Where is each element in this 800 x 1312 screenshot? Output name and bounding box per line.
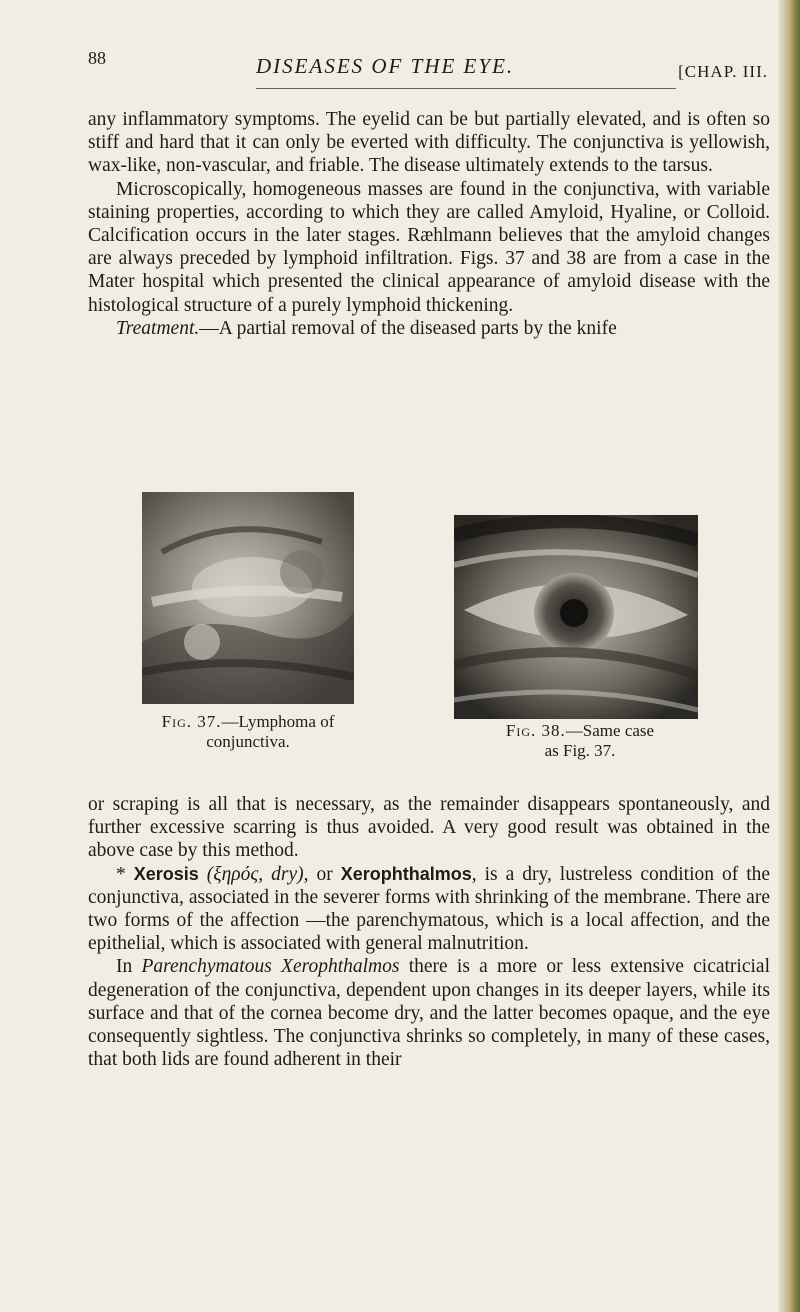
treatment-text: —A partial removal of the diseased parts by the knife	[199, 317, 617, 339]
figure-37	[118, 492, 378, 757]
figure-38-caption	[440, 721, 720, 761]
figure-37-caption	[118, 712, 378, 752]
asterisk: *	[116, 863, 134, 885]
figure-38-photo	[454, 515, 698, 719]
parenchymatous-paragraph	[88, 955, 770, 1071]
chapter-label: [CHAP. III.	[678, 62, 768, 81]
page-number: 88	[88, 48, 106, 68]
figure-38-caption-line1: —Same case	[565, 721, 655, 740]
figure-37-photo	[142, 492, 354, 704]
term-xerosis: Xerosis	[133, 863, 199, 884]
running-title: DISEASES OF THE EYE.	[256, 54, 515, 78]
page-edge	[778, 0, 800, 1312]
body-text-top	[88, 108, 770, 340]
prefix: In	[116, 956, 142, 978]
treatment-paragraph	[88, 317, 770, 340]
term-xerophthalmos: Xerophthalmos	[340, 863, 472, 884]
xerosis-paragraph	[88, 863, 770, 956]
figure-38-caption-line2: as Fig. 37.	[544, 741, 616, 760]
xerosis-text: , is a dry, lustreless condition of the conjunctiva, associated in the severer forms with shrinking of the membrane. There are two forms of the affection —the parenchymatous, which is a local affection, and the epithelial, which is associated with general malnutrition.	[88, 863, 771, 955]
greek-etymology: (ξηρός, dry)	[206, 863, 304, 885]
treatment-label: Treatment.	[116, 317, 200, 339]
figure-37-caption-line2: conjunctiva.	[206, 732, 290, 751]
parenchymatous-label: Parenchymatous Xerophthalmos	[141, 956, 400, 978]
figure-38-label: Fig. 38.	[505, 721, 566, 740]
header-rule	[256, 88, 676, 89]
paragraph: Microscopically, homogeneous masses are found in the conjunctiva, with variable staining properties, according to which they are called Amyloid, Hyaline, or Colloid. Calcification occurs in the later stages. Ræhlmann believes that the amyloid changes are always preceded by lymphoid infiltration. Figs. 37 and 38 are from a case in the Mater hospital which presented the clinical appearance of amyloid disease with the histological structure of a purely lymphoid thickening.	[88, 178, 770, 316]
paragraph: or scraping is all that is necessary, as the remainder disappears spontaneously, and further excessive scarring is thus avoided. A very good result was obtained in the above case by this method.	[88, 794, 770, 862]
body-text-bottom	[88, 793, 770, 1071]
parenchymatous-text: there is a more or less extensive cicatricial degeneration of the conjunctiva, dependent upon changes in its deeper layers, while its surface and that of the cornea become dry, and the latter becomes opaque, and the eye consequently sightless. The conjunctiva shrinks so completely, in many of these cases, that both lids are found adherent in their	[88, 956, 770, 1071]
paragraph: any inflammatory symptoms. The eyelid can be but partially elevated, and is often so stiff and hard that it can only be everted with difficulty. The conjunctiva is yellowish, wax-like, non-vascular, and friable. The disease ultimately extends to the tarsus.	[88, 109, 770, 177]
figure-38	[440, 515, 720, 777]
figure-37-caption-line1: —Lymphoma of	[221, 712, 335, 731]
figure-37-label: Fig. 37.	[161, 712, 222, 731]
page-header	[88, 48, 768, 88]
connector: , or	[303, 863, 341, 885]
